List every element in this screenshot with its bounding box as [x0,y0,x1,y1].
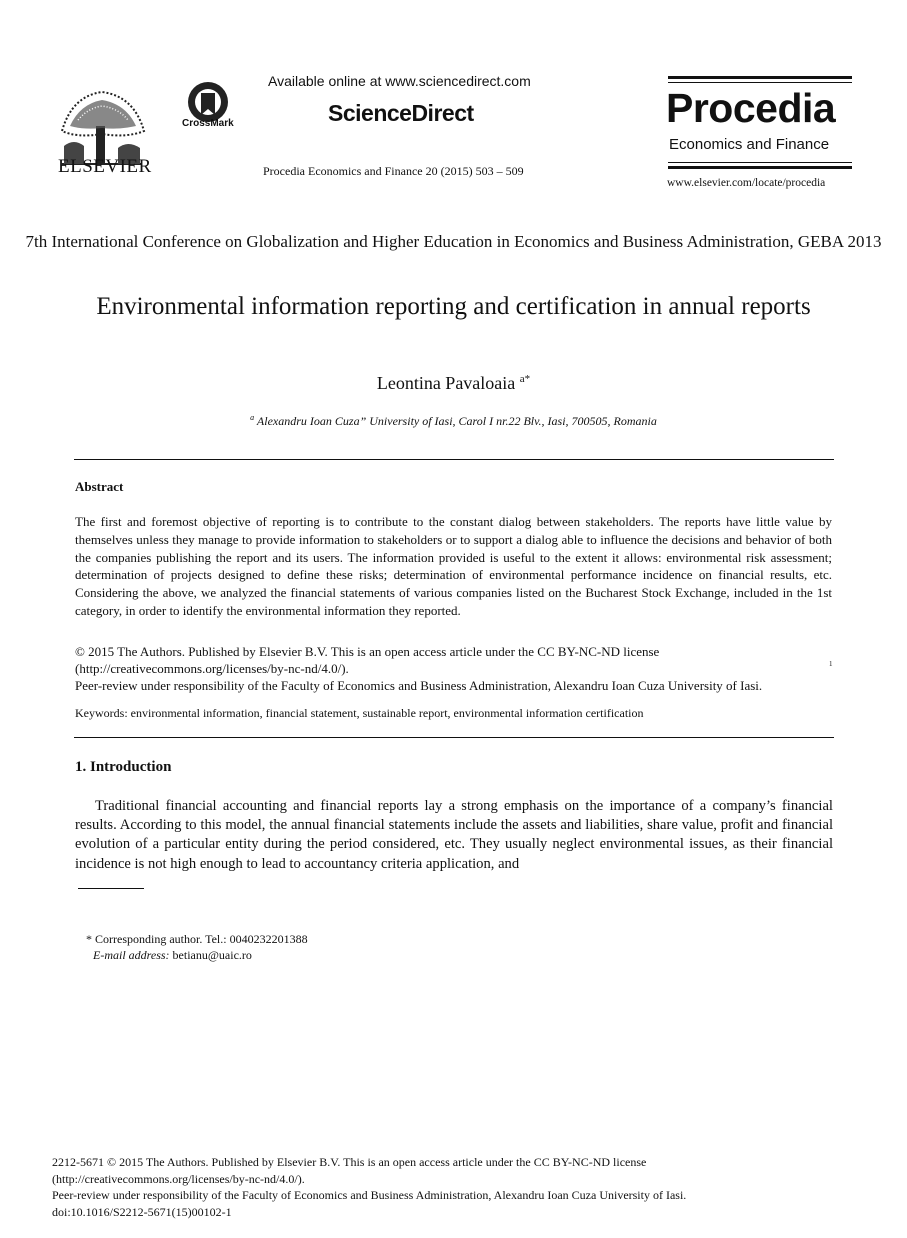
journal-title: Procedia [666,85,836,131]
divider [668,166,852,169]
abstract-body: The first and foremost objective of reporting is to contribute to the constant dialog between stakeholders. The reports have little value by themselves unless they manage to provide information to stakeholders or to support a dialog able to influence the decisions and behavior of both the companies publishing the report and its users. The information provided is useful to the extent it allows: environmental risk assessment; determination of projects designed to define these risks; determination of environmental performance incidence on financial results, etc. Considering the above, we analyzed the financial statements of various companies listed on the Bucharest Stock Exchange, included in the 1st category, in order to identify the environmental information they reported. [75,514,832,618]
affiliation-superscript: a [250,413,255,422]
introduction-paragraph: Traditional financial accounting and financial reports lay a strong emphasis on the importance of a company’s financial results. According to this model, the annual financial statements include the assets and liabilities, share value, profit and financial evolution of a particular entity during the period considered, etc. They usually neglect environmental issues, as their financial incidence is not high enough to lead to accountancy criteria application, and [75,798,833,872]
abstract-top-rule [74,459,834,460]
article-title-text: Environmental information reporting and certification in annual reports [96,293,811,320]
journal-url-link[interactable]: www.elsevier.com/locate/procedia [667,177,826,189]
journal-subtitle: Economics and Finance [669,136,830,153]
peer-review-line: Peer-review under responsibility of the Faculty of Economics and Business Administration, Alexandru Ioan Cuza University of Iasi. [75,678,763,693]
copyright-block [75,643,832,694]
page-footer [52,1154,852,1220]
affiliation-text: Alexandru Ioan Cuza” University of Iasi, Carol I nr.22 Blv., Iasi, 700505, Romania [256,414,657,428]
crossmark-label: CrossMark [182,118,234,129]
divider [668,76,852,79]
corresponding-author-note: * Corresponding author. Tel.: 0040232201388 [86,932,308,946]
issn-copyright-line: 2212-5671 © 2015 The Authors. Published by Elsevier B.V. This is an open access article under the CC BY-NC-ND license [52,1155,647,1169]
author-name[interactable]: Leontina Pavaloaia [376,373,516,393]
affiliation [0,413,907,429]
conference-name: 7th International Conference on Globalization and Higher Education in Economics and Business Administration, GEBA 2013 [25,232,882,251]
copyright-line: © 2015 The Authors. Published by Elsevier B.V. This is an open access article under the CC BY-NC-ND license [75,644,660,659]
keywords: Keywords: environmental information, financial statement, sustainable report, environmental information certification [75,706,644,720]
journal-citation: Procedia Economics and Finance 20 (2015) 503 – 509 [263,164,524,178]
divider [668,82,852,83]
footnote-rule [78,888,144,889]
doi[interactable]: doi:10.1016/S2212-5671(15)00102-1 [52,1204,232,1219]
section-heading-introduction: 1. Introduction [75,759,172,775]
author-line [0,373,907,394]
margin-mark: 1 [829,660,833,668]
abstract-heading: Abstract [75,479,124,494]
author-superscript: a* [519,373,531,385]
email-note [93,948,252,963]
footer-peer-review: Peer-review under responsibility of the Faculty of Economics and Business Administration, Alexandru Ioan Cuza University of Iasi. [52,1188,687,1202]
available-online-text: Available online at www.sciencedirect.com [268,73,531,89]
publisher-name: ELSEVIER [58,156,152,177]
footer-license-link[interactable]: (http://creativecommons.org/licenses/by-nc-nd/4.0/). [52,1171,305,1186]
abstract-bottom-rule [74,737,834,738]
divider [668,162,852,163]
sciencedirect-logo-text: ScienceDirect [328,100,474,126]
article-title [0,290,907,324]
license-link[interactable]: (http://creativecommons.org/licenses/by-nc-nd/4.0/). [75,661,349,676]
email-link[interactable]: betianu@uaic.ro [172,948,252,962]
email-label: E-mail address: [93,948,170,962]
